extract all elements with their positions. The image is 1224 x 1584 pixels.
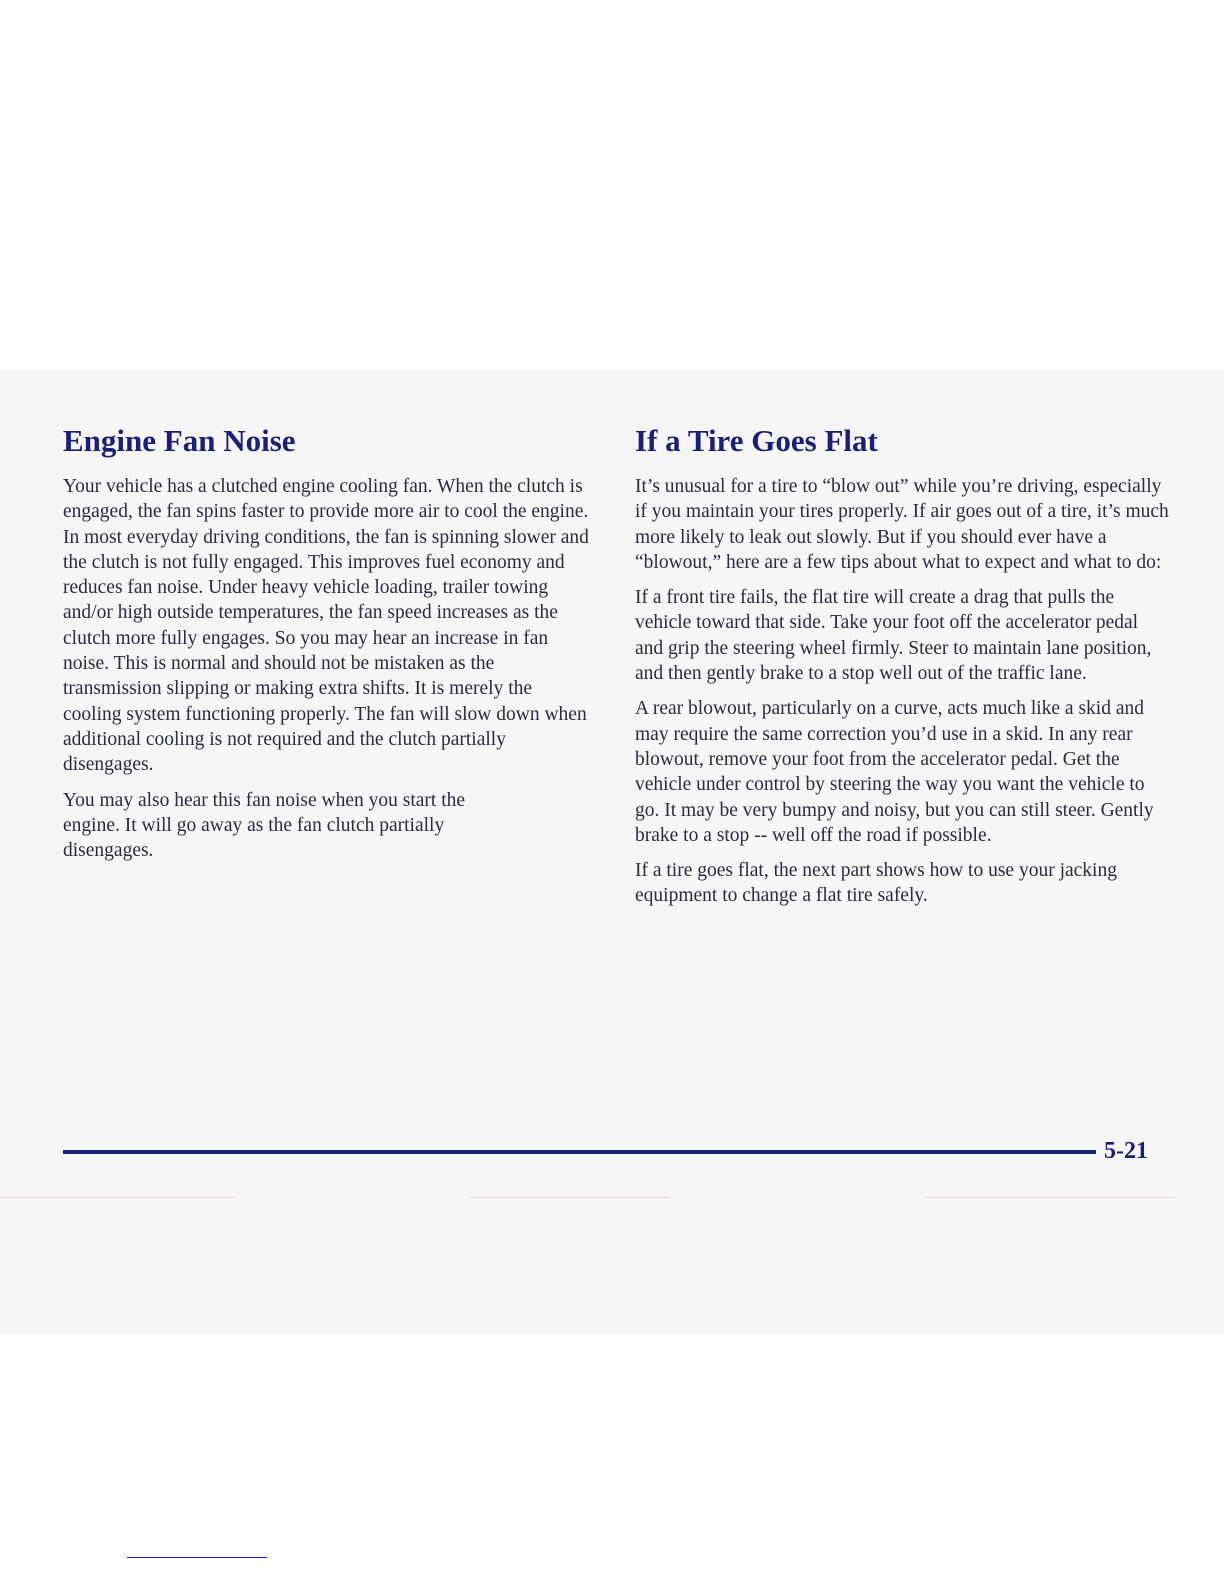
paragraph: A rear blowout, particularly on a curve, acts much like a skid and may require the same correction you’d use in a skid. In any rear blowout, remove your foot from the accelerator pedal. Get the vehicle under control by steering the way you want the vehicle to go. It may be very bumpy and noisy, but you can still steer. Gently brake to a stop -- well off the road if possible. — [635, 698, 1154, 846]
paragraph: You may also hear this fan noise when you start the engine. It will go away as the fan clutch partially disengages. — [63, 789, 466, 862]
divider — [925, 1197, 1175, 1198]
footer-rule — [63, 1150, 1096, 1154]
page-number: 5-21 — [1104, 1138, 1148, 1164]
divider — [127, 1557, 267, 1558]
section-heading-engine-fan-noise: Engine Fan Noise — [63, 423, 296, 458]
paragraph: Your vehicle has a clutched engine cooling fan. When the clutch is engaged, the fan spins faster to provide more air to cool the engine. In most everyday driving conditions, the fan is spinning slower and the clutch is not fully engaged. This improves fuel economy and reduces fan noise. Under heavy vehicle loading, trailer towing and/or high outside temperatures, the fan speed increases as the clutch more fully engages. So you may hear an increase in fan noise. This is normal and should not be mistaken as the transmission slipping or making extra shifts. It is merely the cooling system functioning properly. The fan will slow down when additional cooling is not required and the clutch partially disengages. — [63, 476, 589, 776]
paragraph: If a front tire fails, the flat tire will create a drag that pulls the vehicle toward that side. Take your foot off the accelerator pedal and grip the steering wheel firmly. Steer to maintain lane position, and then gently brake to a stop well out of the traffic lane. — [635, 587, 1152, 685]
paragraph: If a tire goes flat, the next part shows how to use your jacking equipment to change a flat tire safely. — [635, 860, 1117, 907]
paragraph: It’s unusual for a tire to “blow out” while you’re driving, especially if you maintain your tires properly. If air goes out of a tire, it’s much more likely to leak out slowly. But if you should ever have a “blowout,” here are a few tips about what to expect and what to do: — [635, 476, 1169, 573]
engine-fan-noise-section — [63, 418, 593, 873]
divider — [0, 1197, 235, 1198]
divider — [470, 1197, 670, 1198]
section-heading-tire-goes-flat: If a Tire Goes Flat — [635, 423, 878, 458]
tire-goes-flat-section — [635, 418, 1170, 919]
